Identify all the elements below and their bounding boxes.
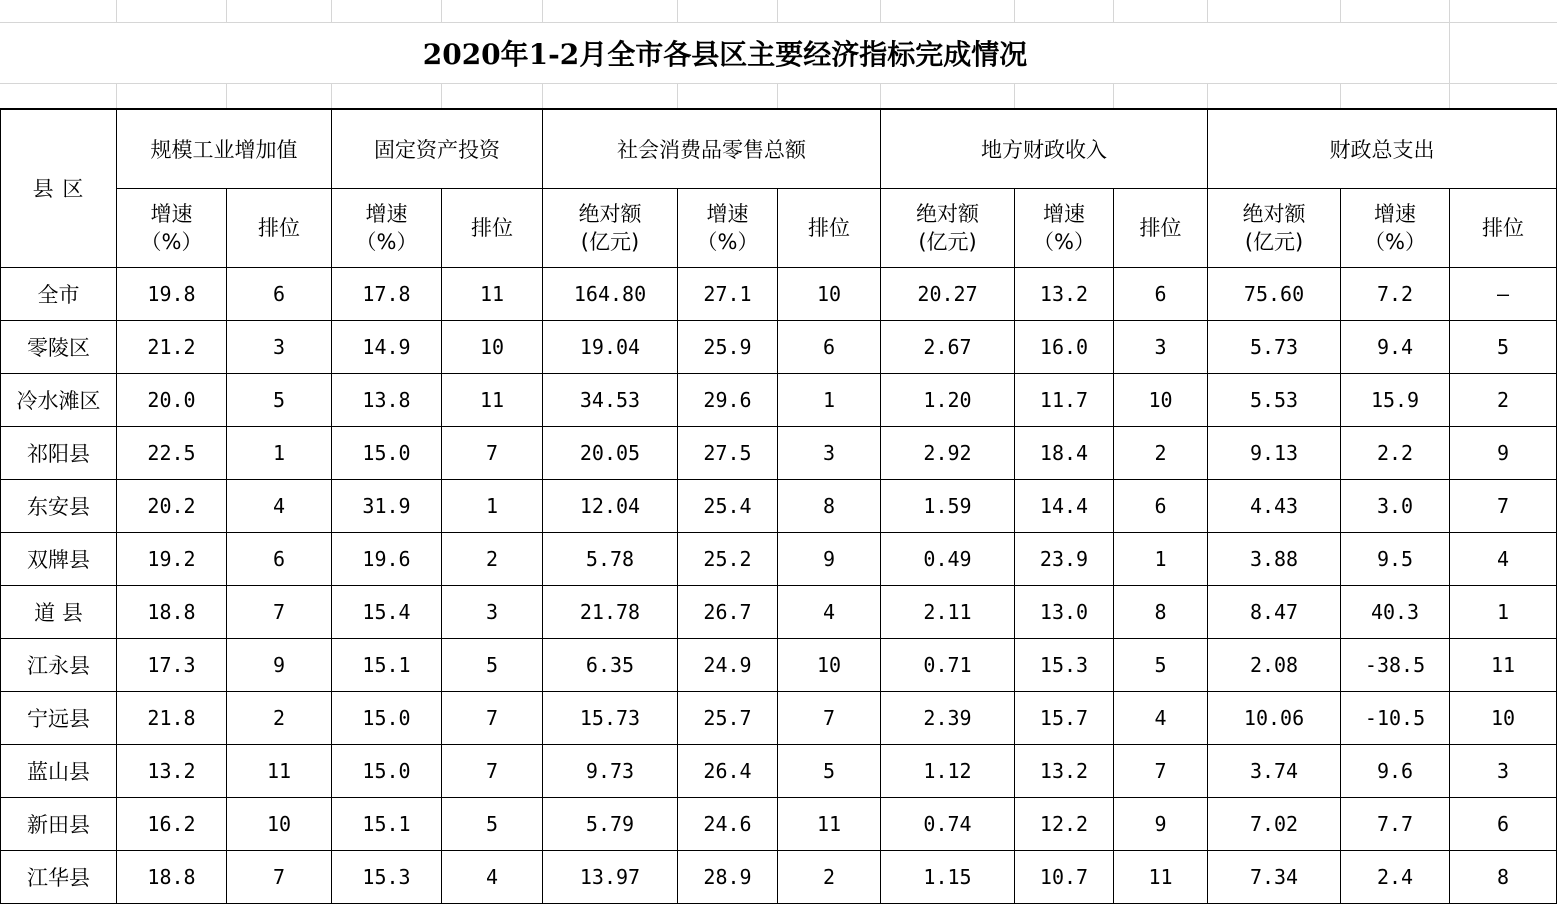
value-cell: 7 [442,426,543,479]
value-cell: 27.1 [678,267,778,320]
value-cell: 40.3 [1341,585,1450,638]
county-name-cell: 全市 [1,267,117,320]
value-cell: 6.35 [543,638,678,691]
value-cell: 7.7 [1341,797,1450,850]
value-cell: 24.6 [678,797,778,850]
header-row-groups [1,109,1557,188]
county-name-cell: 双牌县 [1,532,117,585]
value-cell: 6 [227,267,332,320]
value-cell: 6 [1114,479,1208,532]
value-cell: 1 [1450,585,1557,638]
value-cell: 5 [1114,638,1208,691]
value-cell: 2.2 [1341,426,1450,479]
value-cell: 17.3 [117,638,227,691]
value-cell: 15.0 [332,744,442,797]
value-cell: 3.0 [1341,479,1450,532]
value-cell: 1.12 [881,744,1015,797]
value-cell: 15.4 [332,585,442,638]
value-cell: 17.8 [332,267,442,320]
value-cell: 11 [442,267,543,320]
subheader-rank: 排位 [442,188,543,267]
value-cell: 14.9 [332,320,442,373]
value-cell: 1 [778,373,881,426]
value-cell: 2 [1114,426,1208,479]
value-cell: 2.11 [881,585,1015,638]
value-cell: 10 [442,320,543,373]
value-cell: 21.2 [117,320,227,373]
value-cell: 23.9 [1015,532,1114,585]
value-cell: 7 [778,691,881,744]
subheader-growth: 增速 （%） [1341,188,1450,267]
value-cell: 2.08 [1208,638,1341,691]
value-cell: 3 [1450,744,1557,797]
value-cell: 25.4 [678,479,778,532]
value-cell: 12.04 [543,479,678,532]
value-cell: 11 [227,744,332,797]
value-cell: 3 [1114,320,1208,373]
value-cell: 13.8 [332,373,442,426]
value-cell: 10.7 [1015,850,1114,903]
value-cell: 11.7 [1015,373,1114,426]
county-name-cell: 江华县 [1,850,117,903]
county-name-cell: 新田县 [1,797,117,850]
value-cell: 20.0 [117,373,227,426]
table-row [1,532,1557,585]
subheader-rank: 排位 [1450,188,1557,267]
value-cell: 1.15 [881,850,1015,903]
value-cell: 19.2 [117,532,227,585]
value-cell: 3 [227,320,332,373]
subheader-growth: 增速 （%） [678,188,778,267]
value-cell: 2 [778,850,881,903]
value-cell: 2.67 [881,320,1015,373]
value-cell: 13.2 [1015,744,1114,797]
value-cell: 15.3 [332,850,442,903]
value-cell: -38.5 [1341,638,1450,691]
value-cell: 11 [1450,638,1557,691]
value-cell: 13.97 [543,850,678,903]
table-row [1,797,1557,850]
value-cell: 1 [442,479,543,532]
value-cell: 13.2 [117,744,227,797]
value-cell: 15.1 [332,638,442,691]
value-cell: 2 [1450,373,1557,426]
value-cell: 1 [227,426,332,479]
value-cell: 4 [778,585,881,638]
value-cell: 25.9 [678,320,778,373]
value-cell: 20.2 [117,479,227,532]
value-cell: 10 [227,797,332,850]
value-cell: 8 [1114,585,1208,638]
value-cell: 5 [778,744,881,797]
county-column-header: 县 区 [1,109,117,267]
value-cell: 75.60 [1208,267,1341,320]
value-cell: 2 [442,532,543,585]
value-cell: 9 [1114,797,1208,850]
value-cell: 9.4 [1341,320,1450,373]
group-header-fixed-investment: 固定资产投资 [332,109,543,188]
value-cell: 4 [1114,691,1208,744]
value-cell: 18.8 [117,585,227,638]
value-cell: 7 [1450,479,1557,532]
value-cell: 3 [442,585,543,638]
group-header-retail-sales: 社会消费品零售总额 [543,109,881,188]
county-name-cell: 东安县 [1,479,117,532]
value-cell: 9.13 [1208,426,1341,479]
value-cell: 1.20 [881,373,1015,426]
value-cell: 28.9 [678,850,778,903]
value-cell: 18.4 [1015,426,1114,479]
value-cell: 3 [778,426,881,479]
value-cell: 5 [442,797,543,850]
value-cell: 25.2 [678,532,778,585]
value-cell: 26.7 [678,585,778,638]
county-name-cell: 道 县 [1,585,117,638]
value-cell: 1 [1114,532,1208,585]
value-cell: 15.9 [1341,373,1450,426]
value-cell: 2.4 [1341,850,1450,903]
table-row [1,426,1557,479]
value-cell: 8 [778,479,881,532]
value-cell: 7.34 [1208,850,1341,903]
value-cell: 12.2 [1015,797,1114,850]
value-cell: 19.6 [332,532,442,585]
table-row [1,638,1557,691]
value-cell: 21.8 [117,691,227,744]
subheader-growth: 增速 （%） [1015,188,1114,267]
table-row [1,691,1557,744]
value-cell: 7 [227,585,332,638]
header-row-subcolumns [1,188,1557,267]
value-cell: 6 [1114,267,1208,320]
value-cell: 9 [227,638,332,691]
value-cell: 10 [1114,373,1208,426]
value-cell: 22.5 [117,426,227,479]
table-row [1,373,1557,426]
value-cell: 15.3 [1015,638,1114,691]
table-row [1,744,1557,797]
table-row [1,850,1557,903]
table-row [1,267,1557,320]
value-cell: 5.79 [543,797,678,850]
value-cell: 9.5 [1341,532,1450,585]
table-body [1,267,1557,903]
value-cell: 19.8 [117,267,227,320]
value-cell: 7.2 [1341,267,1450,320]
value-cell: 6 [227,532,332,585]
value-cell: 2.39 [881,691,1015,744]
indicator-table [0,108,1557,904]
value-cell: 11 [442,373,543,426]
value-cell: 26.4 [678,744,778,797]
value-cell: 3.74 [1208,744,1341,797]
value-cell: 7.02 [1208,797,1341,850]
group-header-fiscal-expenditure: 财政总支出 [1208,109,1557,188]
value-cell: 21.78 [543,585,678,638]
value-cell: 16.0 [1015,320,1114,373]
table-row [1,320,1557,373]
value-cell: 0.71 [881,638,1015,691]
county-name-cell: 蓝山县 [1,744,117,797]
value-cell: 8.47 [1208,585,1341,638]
value-cell: 13.2 [1015,267,1114,320]
value-cell: 10.06 [1208,691,1341,744]
value-cell: 8 [1450,850,1557,903]
county-name-cell: 宁远县 [1,691,117,744]
value-cell: 6 [1450,797,1557,850]
county-name-cell: 江永县 [1,638,117,691]
value-cell: 5.78 [543,532,678,585]
value-cell: — [1450,267,1557,320]
value-cell: 15.73 [543,691,678,744]
value-cell: -10.5 [1341,691,1450,744]
value-cell: 4.43 [1208,479,1341,532]
value-cell: 29.6 [678,373,778,426]
county-name-cell: 冷水滩区 [1,373,117,426]
value-cell: 9.6 [1341,744,1450,797]
value-cell: 27.5 [678,426,778,479]
value-cell: 15.1 [332,797,442,850]
value-cell: 10 [778,267,881,320]
subheader-absolute: 绝对额 (亿元) [1208,188,1341,267]
value-cell: 25.7 [678,691,778,744]
value-cell: 9.73 [543,744,678,797]
value-cell: 1.59 [881,479,1015,532]
subheader-absolute: 绝对额 (亿元) [543,188,678,267]
subheader-rank: 排位 [227,188,332,267]
value-cell: 2 [227,691,332,744]
value-cell: 5.53 [1208,373,1341,426]
value-cell: 2.92 [881,426,1015,479]
subheader-rank: 排位 [1114,188,1208,267]
value-cell: 15.0 [332,426,442,479]
value-cell: 4 [1450,532,1557,585]
value-cell: 5.73 [1208,320,1341,373]
value-cell: 7 [227,850,332,903]
value-cell: 7 [442,744,543,797]
value-cell: 15.7 [1015,691,1114,744]
value-cell: 14.4 [1015,479,1114,532]
value-cell: 4 [227,479,332,532]
value-cell: 16.2 [117,797,227,850]
table-row [1,479,1557,532]
group-header-fiscal-revenue: 地方财政收入 [881,109,1208,188]
value-cell: 4 [442,850,543,903]
value-cell: 5 [442,638,543,691]
value-cell: 164.80 [543,267,678,320]
value-cell: 0.49 [881,532,1015,585]
value-cell: 24.9 [678,638,778,691]
value-cell: 31.9 [332,479,442,532]
value-cell: 9 [1450,426,1557,479]
group-header-industrial: 规模工业增加值 [117,109,332,188]
value-cell: 9 [778,532,881,585]
value-cell: 11 [778,797,881,850]
subheader-growth: 增速 （%） [117,188,227,267]
table-row [1,585,1557,638]
value-cell: 7 [1114,744,1208,797]
value-cell: 13.0 [1015,585,1114,638]
subheader-absolute: 绝对额 (亿元) [881,188,1015,267]
value-cell: 6 [778,320,881,373]
county-name-cell: 祁阳县 [1,426,117,479]
value-cell: 20.27 [881,267,1015,320]
value-cell: 20.05 [543,426,678,479]
value-cell: 5 [227,373,332,426]
value-cell: 7 [442,691,543,744]
subheader-rank: 排位 [778,188,881,267]
value-cell: 15.0 [332,691,442,744]
value-cell: 18.8 [117,850,227,903]
value-cell: 10 [1450,691,1557,744]
value-cell: 11 [1114,850,1208,903]
value-cell: 10 [778,638,881,691]
value-cell: 19.04 [543,320,678,373]
table-title: 2020年1-2月全市各县区主要经济指标完成情况 [1,23,1449,83]
value-cell: 0.74 [881,797,1015,850]
county-name-cell: 零陵区 [1,320,117,373]
value-cell: 5 [1450,320,1557,373]
subheader-growth: 增速 （%） [332,188,442,267]
value-cell: 34.53 [543,373,678,426]
value-cell: 3.88 [1208,532,1341,585]
